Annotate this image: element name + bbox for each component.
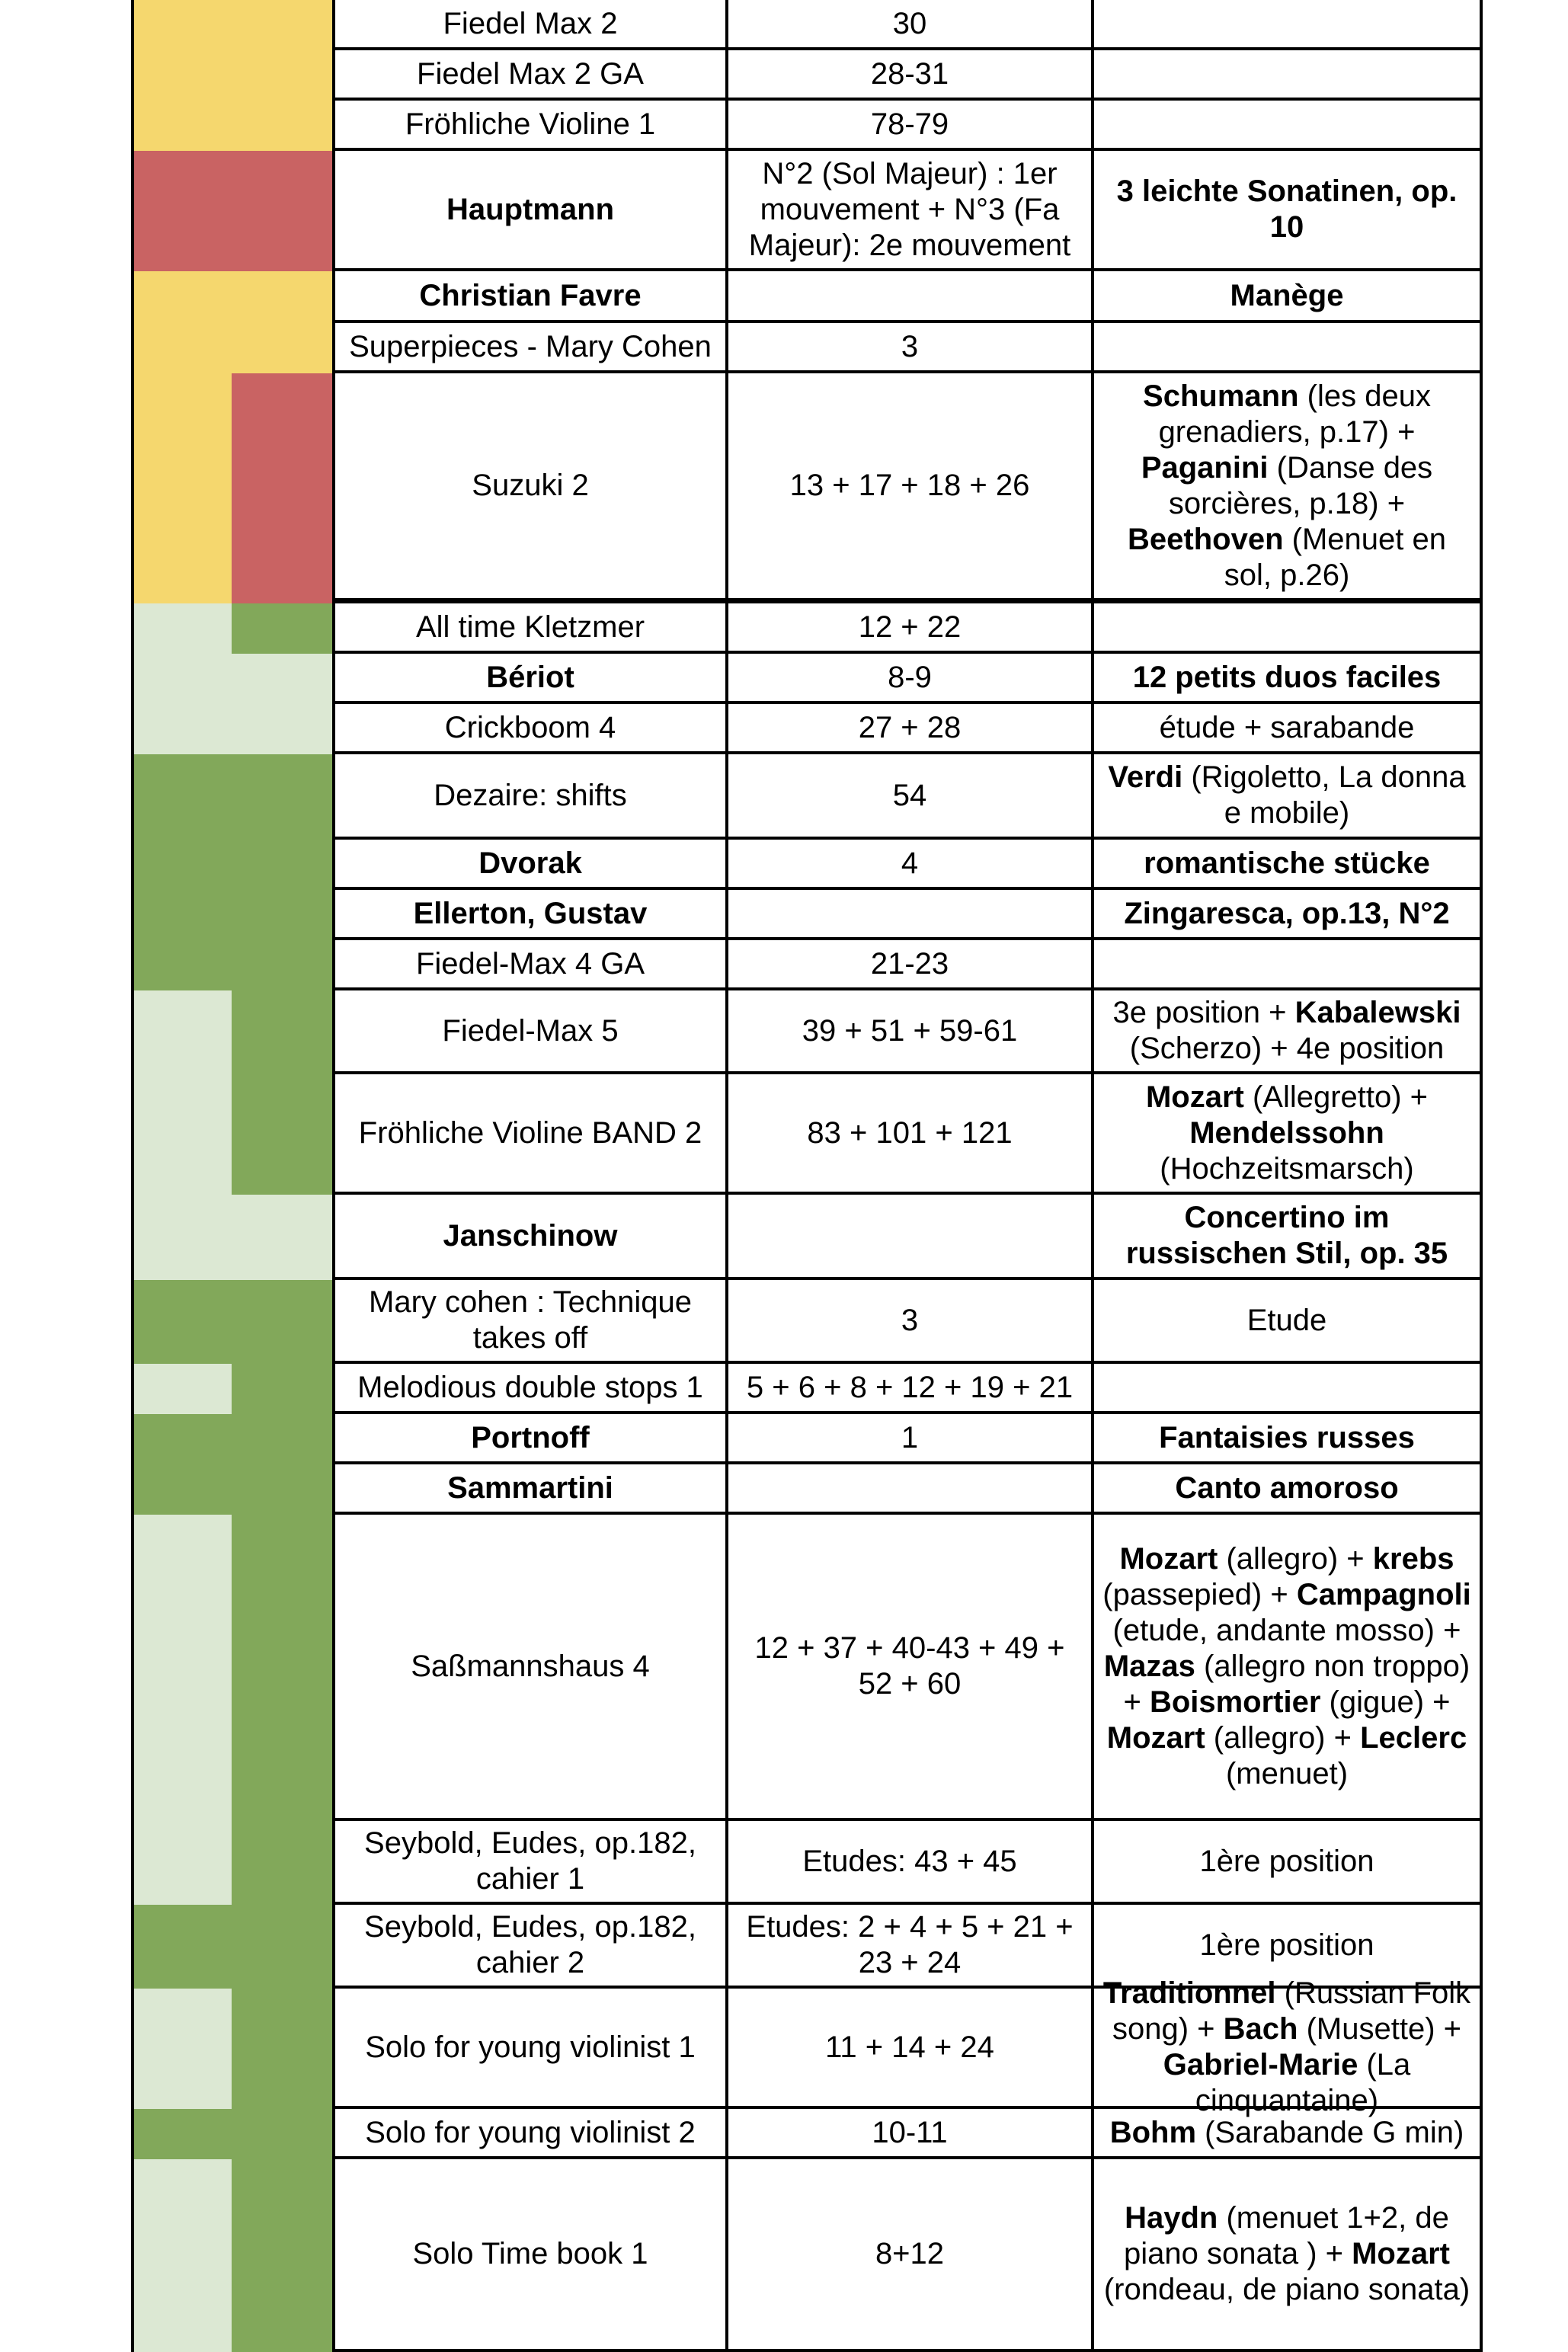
composer-name: Bohm (1109, 2115, 1197, 2149)
table-row (332, 890, 1483, 940)
book-title: Janschinow (443, 1218, 618, 1253)
title-cell (332, 101, 728, 151)
content-cell (1094, 101, 1483, 151)
title-cell (332, 1280, 728, 1364)
level-color-block (134, 2159, 232, 2352)
content-cell (1094, 654, 1483, 704)
piece-detail: (Musette) + (1298, 2012, 1461, 2046)
pages-cell (728, 101, 1094, 151)
content-text (1230, 278, 1344, 314)
content-text (1199, 1928, 1374, 1963)
content-cell (1094, 1976, 1483, 2117)
content-text (1160, 710, 1415, 746)
level-color-block (134, 1414, 232, 1515)
composer-name: Zingaresca, op.13, N°2 (1124, 896, 1450, 930)
pages-cell (728, 1905, 1094, 1989)
page-numbers: 54 (892, 778, 927, 812)
title-cell (332, 1515, 728, 1821)
book-title: Christian Favre (419, 278, 642, 312)
level-color-block (232, 151, 332, 271)
level-color-block (134, 2109, 232, 2159)
table-row (332, 1976, 1483, 2117)
pages-cell (728, 704, 1094, 754)
page-numbers: 27 + 28 (858, 710, 962, 744)
page-numbers: 13 + 17 + 18 + 26 (789, 469, 1030, 502)
page-numbers: 4 (901, 846, 919, 880)
content-text (1124, 896, 1449, 932)
table-row (332, 1074, 1483, 1195)
level-color-block (134, 990, 232, 1195)
table-row (332, 654, 1483, 704)
title-cell (332, 1364, 728, 1414)
pages-cell (728, 603, 1094, 654)
pages-cell (728, 323, 1094, 373)
composer-name: Manège (1230, 278, 1344, 312)
table-row (332, 1414, 1483, 1464)
composer-name: romantische stücke (1144, 846, 1430, 880)
pages-cell (728, 1195, 1094, 1280)
piece-detail: Etude (1246, 1303, 1327, 1337)
content-cell (1094, 1074, 1483, 1195)
content-cell (1094, 840, 1483, 890)
piece-detail: 1ère position (1199, 1844, 1374, 1878)
composer-name: Bach (1223, 2012, 1298, 2046)
level-color-block (232, 0, 332, 151)
level-color-block (134, 1515, 232, 1912)
page-numbers: 3 (901, 329, 919, 363)
pages-cell (728, 0, 1094, 50)
title-cell (332, 1464, 728, 1515)
content-cell (1094, 603, 1483, 654)
book-title: Hauptmann (446, 192, 614, 226)
content-cell (1094, 1515, 1483, 1821)
page-numbers: 78-79 (870, 107, 949, 141)
title-cell (332, 603, 728, 654)
pages-cell (728, 654, 1094, 704)
book-title: Mary cohen : Technique takes off (369, 1285, 692, 1355)
title-cell (332, 0, 728, 50)
table-row (332, 373, 1483, 603)
table-row (332, 1464, 1483, 1515)
table-row (332, 940, 1483, 990)
table-row (332, 1364, 1483, 1414)
pages-cell (728, 990, 1094, 1074)
pages-cell (728, 1821, 1094, 1905)
content-cell (1094, 2159, 1483, 2352)
level-color-block (232, 603, 332, 654)
title-cell (332, 1074, 728, 1195)
title-cell (332, 1414, 728, 1464)
page-numbers: 30 (892, 6, 927, 40)
piece-detail: (Rigoletto, La donna e mobile) (1182, 760, 1466, 830)
piece-detail: (La cinquantaine) (1195, 2048, 1411, 2117)
table-row (332, 151, 1483, 271)
content-cell (1094, 2109, 1483, 2159)
composer-name: Mozart (1106, 1720, 1205, 1755)
title-cell (332, 704, 728, 754)
book-title: Fröhliche Violine 1 (405, 107, 656, 141)
piece-detail: (Menuet en sol, p.26) (1224, 522, 1446, 592)
book-title: Fiedel-Max 4 GA (415, 946, 645, 981)
book-title: Superpieces - Mary Cohen (349, 329, 712, 363)
content-text (1100, 1200, 1474, 1272)
content-cell (1094, 990, 1483, 1074)
content-cell (1094, 704, 1483, 754)
content-text (1100, 760, 1474, 831)
title-cell (332, 1195, 728, 1280)
book-title: Portnoff (471, 1420, 590, 1454)
book-title: Seybold, Eudes, op.182, cahier 1 (364, 1826, 696, 1896)
table-row (332, 2159, 1483, 2352)
content-text (1100, 174, 1474, 245)
book-title: Fiedel Max 2 GA (417, 56, 644, 91)
content-cell (1094, 1364, 1483, 1414)
piece-detail: 3e position + (1112, 996, 1295, 1029)
page-numbers: Etudes: 2 + 4 + 5 + 21 + 23 + 24 (746, 1910, 1074, 1979)
page-numbers: 28-31 (870, 56, 949, 91)
piece-detail: étude + sarabande (1159, 710, 1415, 744)
level-color-block (232, 754, 332, 2352)
content-cell (1094, 50, 1483, 101)
table-row (332, 271, 1483, 323)
title-cell (332, 50, 728, 101)
composer-name: Mozart (1352, 2237, 1450, 2270)
pages-cell (728, 890, 1094, 940)
level-color-block (134, 603, 232, 754)
content-cell (1094, 1464, 1483, 1515)
composer-name: Kabalewski (1294, 996, 1461, 1029)
title-cell (332, 754, 728, 840)
book-title: Solo for young violinist 2 (365, 2115, 696, 2149)
pages-cell (728, 271, 1094, 323)
pages-cell (728, 373, 1094, 603)
book-title: Saßmannshaus 4 (411, 1649, 650, 1683)
piece-detail: (Scherzo) + 4e position (1129, 1032, 1445, 1065)
level-color-block (134, 271, 232, 373)
book-title: All time Kletzmer (415, 610, 645, 644)
composer-name: Haydn (1125, 2201, 1218, 2235)
piece-detail: (les deux grenadiers, p.17) + (1158, 379, 1431, 449)
content-text (1100, 1976, 1474, 2119)
piece-detail: (gigue) + (1320, 1685, 1451, 1719)
book-title: Bériot (486, 660, 574, 694)
table-row (332, 1821, 1483, 1905)
pages-cell (728, 50, 1094, 101)
table-row (332, 840, 1483, 890)
content-text (1100, 1541, 1474, 1792)
content-text (1175, 1470, 1398, 1506)
book-title: Solo for young violinist 1 (365, 2030, 696, 2064)
table-row (332, 754, 1483, 840)
level-color-block (134, 1905, 232, 1989)
table-row (332, 704, 1483, 754)
piece-detail: (Sarabande G min) (1196, 2115, 1464, 2149)
level-color-block (134, 151, 232, 271)
content-cell (1094, 1280, 1483, 1364)
piece-detail: (menuet 1+2, de piano sonata ) + (1124, 2201, 1449, 2270)
level-color-block (232, 654, 332, 754)
pages-cell (728, 1515, 1094, 1821)
book-title: Dezaire: shifts (434, 778, 627, 812)
composer-name: Campagnoli (1296, 1577, 1471, 1611)
composer-name: Mendelssohn (1189, 1115, 1384, 1150)
content-cell (1094, 271, 1483, 323)
level-color-block (134, 1989, 232, 2109)
page-numbers: 8+12 (875, 2237, 945, 2270)
level-color-block (134, 1280, 232, 1364)
title-cell (332, 940, 728, 990)
title-cell (332, 1905, 728, 1989)
content-text (1133, 660, 1442, 696)
book-title: Ellerton, Gustav (413, 896, 648, 930)
table-row (332, 0, 1483, 50)
composer-name: Mazas (1103, 1649, 1195, 1683)
pages-cell (728, 151, 1094, 271)
page-numbers: 3 (901, 1303, 919, 1337)
pages-cell (728, 1989, 1094, 2109)
piece-detail: (Danse des sorcières, p.18) + (1168, 450, 1433, 520)
pages-cell (728, 940, 1094, 990)
composer-name: Canto amoroso (1175, 1470, 1399, 1505)
page-numbers: 39 + 51 + 59-61 (802, 1013, 1018, 1048)
level-color-block (134, 1195, 232, 1280)
composer-name: Concertino im russischen Stil, op. 35 (1125, 1201, 1448, 1270)
piece-detail: (etude, andante mosso) + (1112, 1613, 1461, 1647)
content-cell (1094, 940, 1483, 990)
page-numbers: 83 + 101 + 121 (807, 1115, 1013, 1150)
book-title: Sammartini (447, 1470, 613, 1505)
title-cell (332, 2159, 728, 2352)
composer-name: Beethoven (1128, 522, 1284, 556)
composer-name: 12 petits duos faciles (1132, 660, 1442, 694)
content-text (1144, 846, 1430, 882)
level-color-block (232, 1195, 332, 1280)
table-row (332, 101, 1483, 151)
composer-name: Verdi (1108, 760, 1183, 794)
pages-cell (728, 1074, 1094, 1195)
content-cell (1094, 373, 1483, 603)
pages-cell (728, 1280, 1094, 1364)
book-title: Fiedel-Max 5 (442, 1013, 619, 1048)
pages-cell (728, 1364, 1094, 1414)
content-text (1247, 1303, 1327, 1339)
composer-name: Schumann (1143, 379, 1299, 413)
title-cell (332, 654, 728, 704)
piece-detail: (allegro) + (1205, 1720, 1361, 1755)
title-cell (332, 271, 728, 323)
title-cell (332, 2109, 728, 2159)
content-cell (1094, 1195, 1483, 1280)
level-color-block (232, 373, 332, 603)
pages-cell (728, 2159, 1094, 2352)
pages-cell (728, 1414, 1094, 1464)
book-title: Fröhliche Violine BAND 2 (358, 1115, 702, 1150)
page-numbers: N°2 (Sol Majeur) : 1er mouvement + N°3 (Fa Majeur): 2e mouvement (748, 156, 1071, 262)
content-cell (1094, 890, 1483, 940)
content-text (1110, 2115, 1464, 2151)
composer-name: Boismortier (1149, 1685, 1321, 1719)
content-text (1199, 1844, 1374, 1880)
title-cell (332, 1821, 728, 1905)
pages-cell (728, 2109, 1094, 2159)
table-row (332, 1195, 1483, 1280)
composer-name: Mozart (1145, 1080, 1244, 1114)
page-numbers: 11 + 14 + 24 (825, 2030, 994, 2064)
composer-name: Paganini (1141, 450, 1269, 485)
composer-name: Traditionnel (1102, 1976, 1276, 2010)
content-text (1100, 379, 1474, 594)
table-row (332, 1515, 1483, 1821)
composer-name: krebs (1372, 1541, 1454, 1576)
content-cell (1094, 151, 1483, 271)
piece-detail: 1ère position (1199, 1928, 1374, 1962)
content-text (1100, 995, 1474, 1067)
piece-detail: (menuet) (1225, 1756, 1349, 1790)
book-title: Suzuki 2 (472, 469, 589, 502)
content-text (1100, 1080, 1474, 1187)
level-color-block (134, 754, 232, 990)
piece-detail: (Allegretto) + (1243, 1080, 1429, 1114)
book-title: Fiedel Max 2 (443, 6, 618, 40)
piece-detail: (rondeau, de piano sonata) (1103, 2273, 1470, 2306)
piece-detail: (allegro) + (1218, 1541, 1373, 1576)
composer-name: Mozart (1119, 1541, 1218, 1576)
composer-name: Gabriel-Marie (1163, 2048, 1358, 2082)
pages-cell (728, 840, 1094, 890)
table-row (332, 2109, 1483, 2159)
page-numbers: 12 + 37 + 40-43 + 49 + 52 + 60 (754, 1631, 1065, 1701)
level-color-block (134, 1364, 232, 1414)
table-row (332, 1280, 1483, 1364)
composer-name: 3 leichte Sonatinen, op. 10 (1116, 174, 1458, 244)
content-cell (1094, 1414, 1483, 1464)
book-title: Seybold, Eudes, op.182, cahier 2 (364, 1910, 696, 1979)
book-title: Crickboom 4 (444, 710, 616, 744)
title-cell (332, 1989, 728, 2109)
composer-name: Fantaisies russes (1159, 1420, 1415, 1454)
pages-cell (728, 754, 1094, 840)
content-cell (1094, 754, 1483, 840)
page-numbers: 12 + 22 (858, 610, 962, 644)
title-cell (332, 840, 728, 890)
page-numbers: Etudes: 43 + 45 (802, 1844, 1017, 1878)
content-cell (1094, 1821, 1483, 1905)
title-cell (332, 323, 728, 373)
pages-cell (728, 1464, 1094, 1515)
title-cell (332, 373, 728, 603)
piece-detail: (Hochzeitsmarsch) (1160, 1151, 1414, 1186)
content-text (1159, 1420, 1415, 1456)
page-numbers: 21-23 (870, 946, 949, 981)
piece-detail: (allegro non troppo) + (1123, 1649, 1470, 1719)
level-color-block (232, 271, 332, 373)
left-edge-line (131, 0, 134, 2352)
table-row (332, 603, 1483, 654)
title-cell (332, 151, 728, 271)
page-numbers: 1 (901, 1420, 919, 1454)
page-numbers: 5 + 6 + 8 + 12 + 19 + 21 (746, 1370, 1074, 1404)
content-cell (1094, 323, 1483, 373)
piece-detail: (passepied) + (1102, 1577, 1297, 1611)
composer-name: Leclerc (1360, 1720, 1467, 1755)
page-numbers: 8-9 (888, 660, 932, 694)
title-cell (332, 890, 728, 940)
book-title: Melodious double stops 1 (357, 1370, 703, 1404)
title-cell (332, 990, 728, 1074)
content-text (1100, 2200, 1474, 2308)
book-title: Dvorak (478, 846, 582, 880)
piece-detail: (Russian Folk song) + (1112, 1976, 1471, 2046)
page-numbers: 10-11 (872, 2115, 948, 2149)
table-row (332, 50, 1483, 101)
content-cell (1094, 0, 1483, 50)
table-row (332, 323, 1483, 373)
book-title: Solo Time book 1 (412, 2237, 648, 2270)
table-row (332, 990, 1483, 1074)
